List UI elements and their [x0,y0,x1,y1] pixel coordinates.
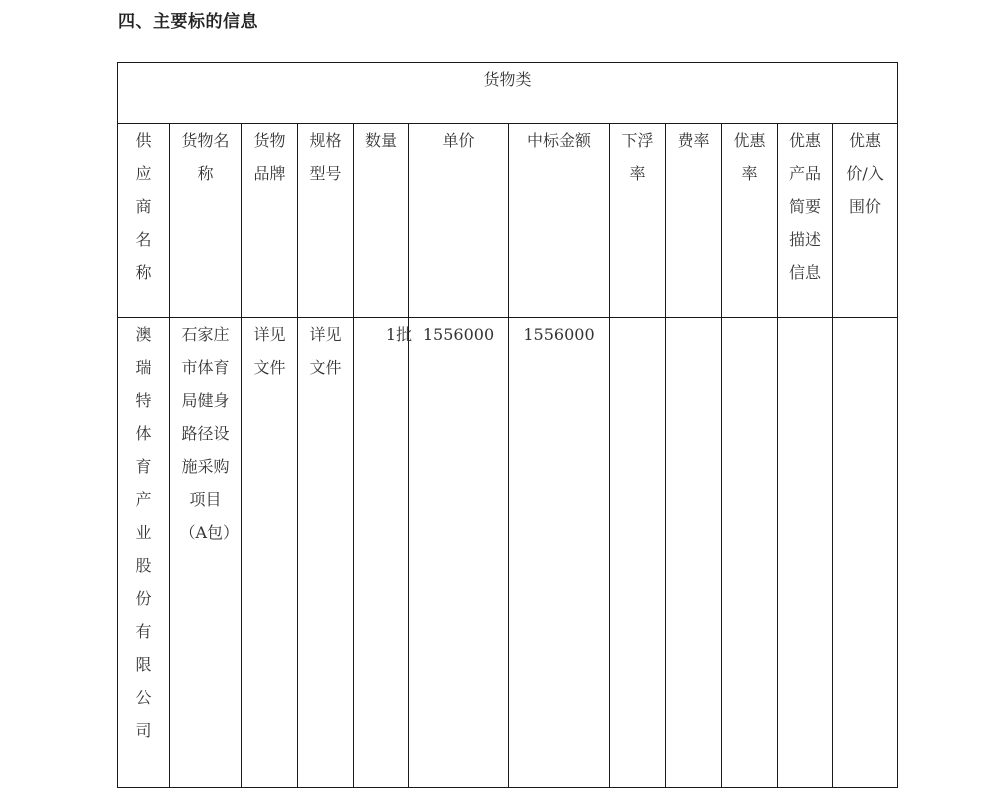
header-discount-price: 优惠价/入围价 [833,124,898,318]
cell-supplier: 澳瑞特体育产业股份有限公司 [118,318,170,788]
header-row [118,124,898,318]
cell-quantity: 1批 [354,318,409,788]
cell-fee-rate [666,318,722,788]
header-discount-product-desc: 优惠产品简要描述信息 [778,124,833,318]
cell-unit-price: 1556000 [409,318,509,788]
cell-goods-name: 石家庄市体育局健身路径设施采购项目（A包） [170,318,242,788]
header-brand: 货物品牌 [242,124,298,318]
cell-float-down-rate [610,318,666,788]
header-quantity: 数量 [354,124,409,318]
goods-table [117,62,898,788]
cell-spec: 详见文件 [298,318,354,788]
category-cell [118,63,898,124]
cell-discount-rate [722,318,778,788]
cell-brand: 详见文件 [242,318,298,788]
header-discount-rate: 优惠率 [722,124,778,318]
header-spec: 规格型号 [298,124,354,318]
header-winning-amount: 中标金额 [509,124,610,318]
table-row [118,318,898,788]
header-fee-rate: 费率 [666,124,722,318]
cell-discount-product-desc [778,318,833,788]
category-label: 货物类 [483,70,532,89]
header-goods-name: 货物名称 [170,124,242,318]
cell-discount-price [833,318,898,788]
header-float-down-rate: 下浮率 [610,124,666,318]
category-row [118,63,898,124]
cell-winning-amount: 1556000 [509,318,610,788]
header-unit-price: 单价 [409,124,509,318]
section-heading: 四、主要标的信息 [118,12,258,32]
header-supplier: 供应商名称 [118,124,170,318]
